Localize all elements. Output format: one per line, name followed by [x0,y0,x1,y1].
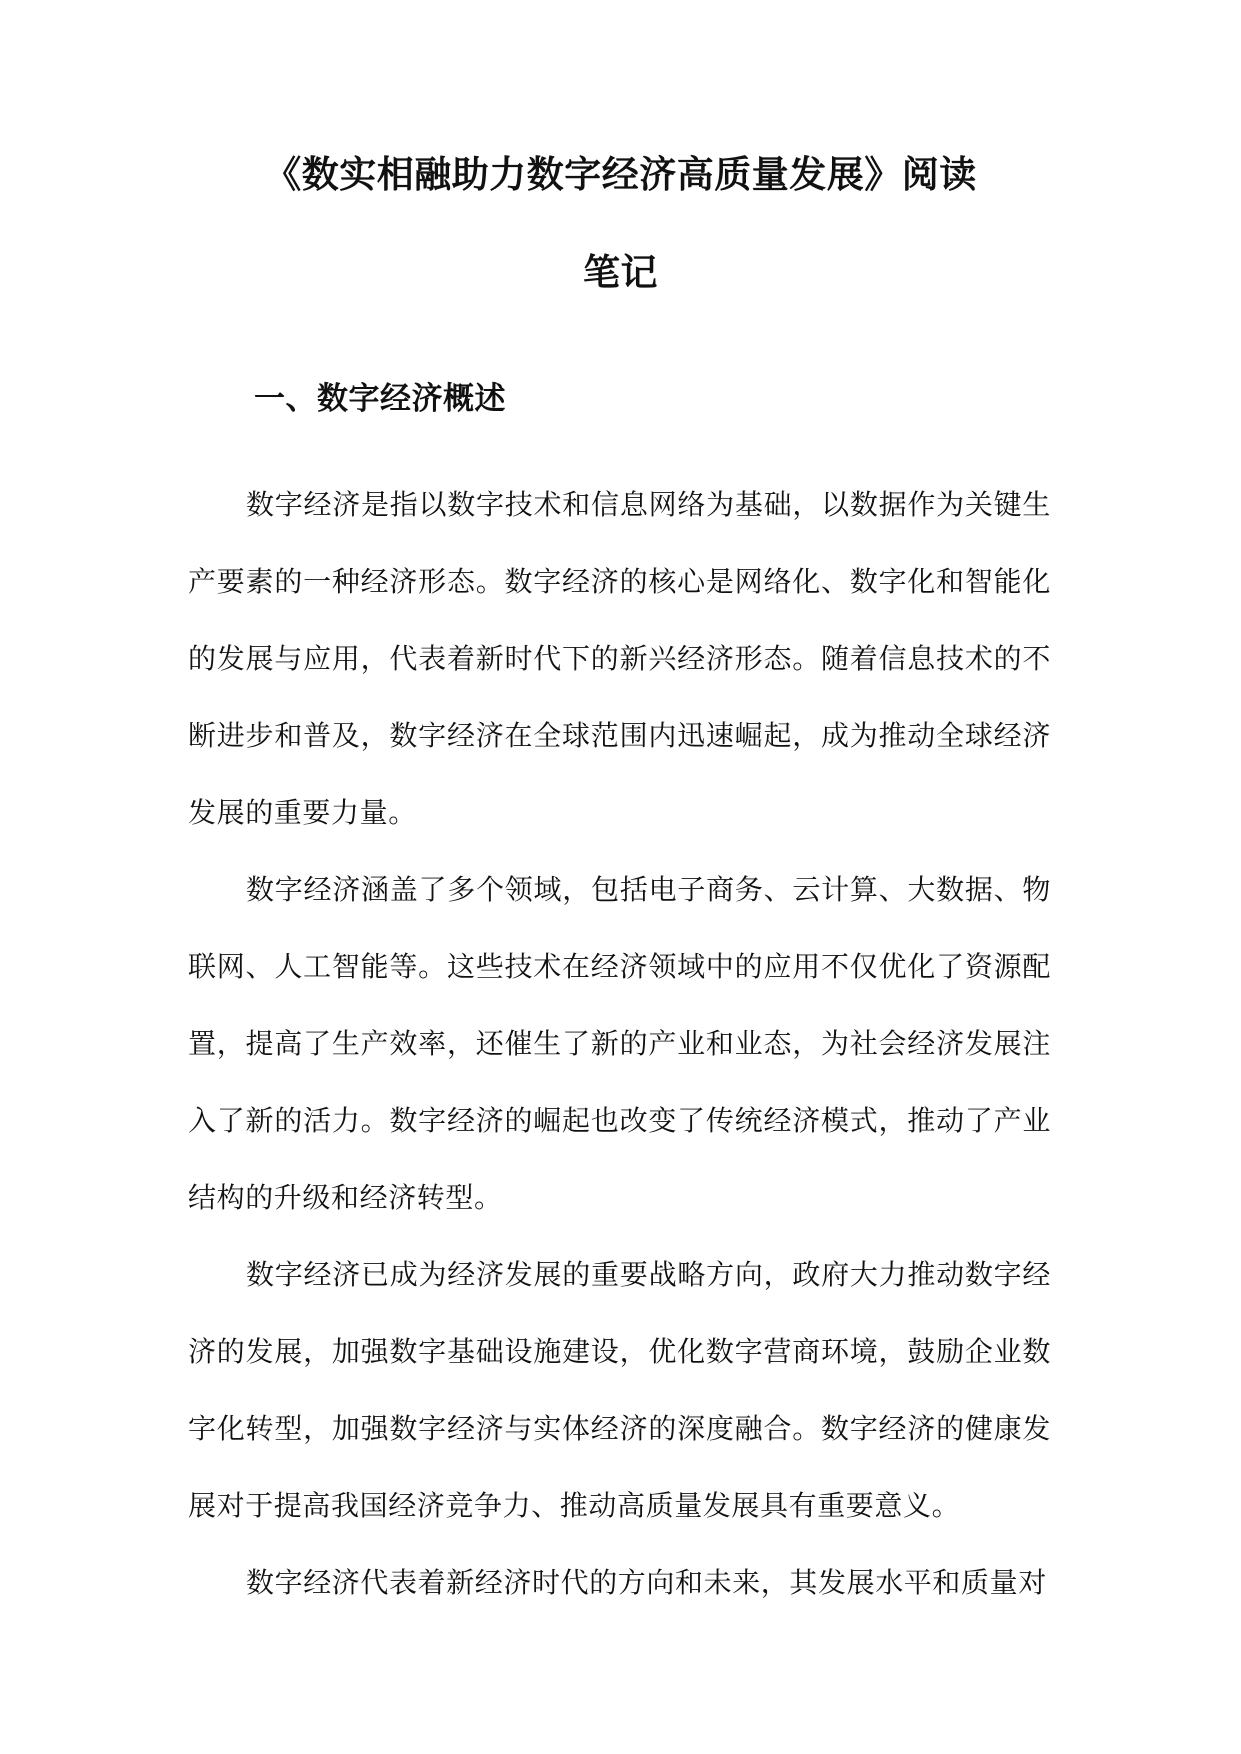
paragraph-4: 数字经济代表着新经济时代的方向和未来，其发展水平和质量对 [246,1566,1047,1599]
section-heading: 一、数字经济概述 [254,381,506,417]
paragraph-1: 数字经济是指以数字技术和信息网络为基础，以数据作为关键生产要素的一种经济形态。数字经济的核心是网络化、数字化和智能化的发展与应用，代表着新时代下的新兴经济形态。随着信息技术的不断进步和普及，数字经济在全球范围内迅速崛起，成为推动全球经济发展的重要力量。 [188,488,1051,829]
document-title-line-1: 《数实相融助力数字经济高质量发展》阅读 [264,153,977,196]
document-title-line-2: 笔记 [583,251,658,294]
paragraph-2: 数字经济涵盖了多个领域，包括电子商务、云计算、大数据、物联网、人工智能等。这些技术在经济领域中的应用不仅优化了资源配置，提高了生产效率，还催生了新的产业和业态，为社会经济发展注入了新的活力。数字经济的崛起也改变了传统经济模式，推动了产业结构的升级和经济转型。 [188,873,1051,1214]
section-body [188,466,1051,1621]
paragraph-3: 数字经济已成为经济发展的重要战略方向，政府大力推动数字经济的发展，加强数字基础设施建设，优化数字营商环境，鼓励企业数字化转型，加强数字经济与实体经济的深度融合。数字经济的健康发展对于提高我国经济竞争力、推动高质量发展具有重要意义。 [188,1258,1051,1522]
